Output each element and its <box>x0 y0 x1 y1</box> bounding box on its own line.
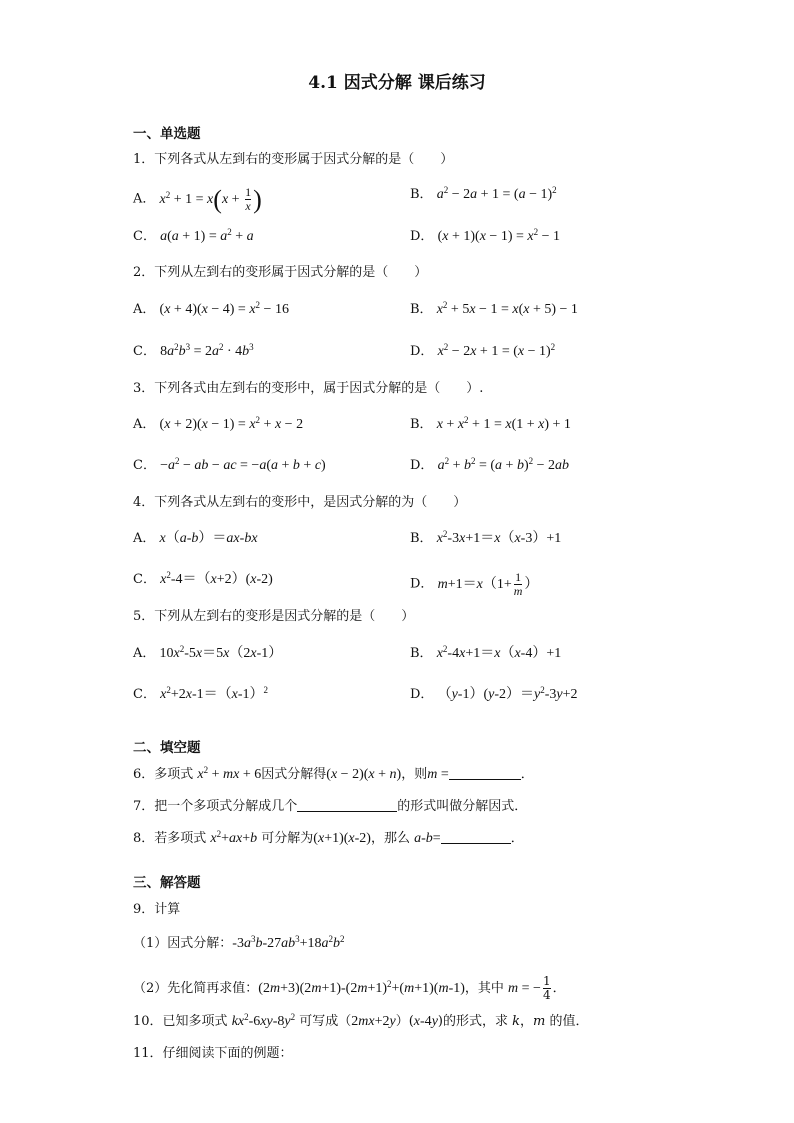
question-2-option-d <box>410 343 555 361</box>
option-label: B． <box>410 531 433 546</box>
option-formula: $8a^2b^3 = 2a^2 \cdot 4b^3$ <box>160 342 254 359</box>
question-9-part-1: （1）因式分解：$-3a^3b-27ab^3+18a^2b^2$ <box>133 934 345 951</box>
question-2-option-c <box>133 343 254 361</box>
option-label: C． <box>133 458 156 473</box>
question-4-stem: 4．下列各式从左到右的变形中，是因式分解的为（ ） <box>133 495 467 510</box>
option-formula: $x^2+2x-1=(x-1)^2$ <box>160 685 268 702</box>
option-formula: $(y-1)(y-2)=y^2-3y+2$ <box>437 685 578 702</box>
option-formula: $x + x^2 + 1 = x(1 + x) + 1$ <box>436 415 571 432</box>
option-label: C． <box>133 344 156 359</box>
page-title: 4.1 因式分解 课后练习 <box>308 73 486 93</box>
question-1-stem: 1．下列各式从左到右的变形属于因式分解的是（ ） <box>133 152 454 167</box>
question-9-stem: 9．计算 <box>133 902 181 917</box>
question-3-stem: 3．下列各式由左到右的变形中，属于因式分解的是（ ）. <box>133 381 484 396</box>
section-heading-fill-blank: 二、填空题 <box>133 740 201 756</box>
option-label: D． <box>410 576 434 592</box>
section-heading-single-choice: 一、单选题 <box>133 126 201 142</box>
question-3-option-b <box>410 416 571 434</box>
question-6: 6．多项式 $x^2$ + mx + 6因式分解得(x − 2)(x + n)，则m = ． <box>133 765 534 782</box>
option-label: B． <box>410 302 433 317</box>
option-label: A． <box>133 302 156 317</box>
option-formula: $x^2 - 2x + 1 = (x - 1)^2$ <box>437 342 556 359</box>
option-label: B． <box>410 646 433 661</box>
option-label: C． <box>133 572 156 587</box>
question-11: 11．仔细阅读下面的例题： <box>133 1046 293 1061</box>
option-formula: $x^2-4x+1=x(x-4)+1$ <box>436 644 562 661</box>
option-formula: $(x + 1)(x - 1) = x^2 - 1$ <box>437 227 560 244</box>
option-label: D． <box>410 344 434 359</box>
question-3-option-c <box>133 457 326 475</box>
section-heading-solve: 三、解答题 <box>133 875 201 891</box>
question-8: 8．若多项式 $x^2+ax+b$ 可分解为(x+1)(x-2)，那么 a-b= ． <box>133 829 524 846</box>
option-label: B． <box>410 187 433 202</box>
option-formula: $a^2 - 2a + 1 = (a - 1)^2$ <box>436 185 557 202</box>
question-3-option-d <box>410 457 569 475</box>
option-formula: $a^2 + b^2 = (a + b)^2 - 2ab$ <box>437 456 570 473</box>
question-3-option-a <box>133 416 303 434</box>
question-1-option-a <box>133 186 262 213</box>
question-5-stem: 5．下列从左到右的变形是因式分解的是（ ） <box>133 609 415 624</box>
option-label: C． <box>133 229 156 244</box>
option-formula: $10x^2-5x=5x(2x-1)$ <box>159 644 283 661</box>
question-1-option-c <box>133 228 254 246</box>
question-2-stem: 2．下列从左到右的变形属于因式分解的是（ ） <box>133 265 428 280</box>
question-4-option-a <box>133 530 258 548</box>
option-label: C． <box>133 687 156 702</box>
option-formula: m+1＝x（1+ $\frac{1}{m}$ ） <box>437 570 539 598</box>
question-10: 10．已知多项式 $kx^2-6xy-8y^2$ 可写成（2mx+2y）(x-4y)的形式，求 k，m 的值． <box>133 1012 589 1029</box>
question-9-part-2: （2）先化简再求值：$(2m+3)(2m+1)-(2m+1)^2+(m+1)(m-1)$，其中 m = − $\frac{1}{4}$ ． <box>133 974 566 1002</box>
question-5-option-b <box>410 645 561 663</box>
option-formula: $(x + 2)(x - 1) = x^2 + x - 2$ <box>159 415 304 432</box>
option-label: A． <box>133 191 156 207</box>
question-1-option-b <box>410 186 557 204</box>
question-7: 7．把一个多项式分解成几个 的形式叫做分解因式． <box>133 799 528 814</box>
option-label: D． <box>410 458 434 473</box>
question-2-option-b <box>410 301 578 319</box>
question-4-option-d <box>410 571 538 598</box>
question-1-option-d <box>410 228 560 246</box>
option-label: D． <box>410 229 434 244</box>
option-formula: $x^2-3x+1=x(x-3)+1$ <box>436 529 562 546</box>
question-4-option-b <box>410 530 561 548</box>
question-5-option-d <box>410 686 578 704</box>
option-formula: $-a^2$ − ab − ac = −a(a + b + c) <box>160 456 326 473</box>
question-5-option-c <box>133 686 268 704</box>
option-formula: $x^2-4=(x+2)(x-2)$ <box>160 570 273 587</box>
option-formula: $(x + 4)(x - 4) = x^2 - 16$ <box>159 300 289 317</box>
option-formula: x（a-b）＝ax-bx <box>159 531 258 546</box>
option-label: A． <box>133 417 156 432</box>
option-formula: $x^2 + 5x - 1 = x(x + 5) - 1$ <box>436 300 578 317</box>
option-label: D． <box>410 687 434 702</box>
option-formula: $a(a + 1) = a^2 + a$ <box>160 227 254 244</box>
question-2-option-a <box>133 301 289 319</box>
question-4-option-c <box>133 571 273 589</box>
option-formula: $x^2 + 1 = x(x$ + $\frac{1}{x}$ ) <box>159 184 262 214</box>
option-label: B． <box>410 417 433 432</box>
option-label: A． <box>133 531 156 546</box>
option-label: A． <box>133 646 156 661</box>
question-5-option-a <box>133 645 282 663</box>
